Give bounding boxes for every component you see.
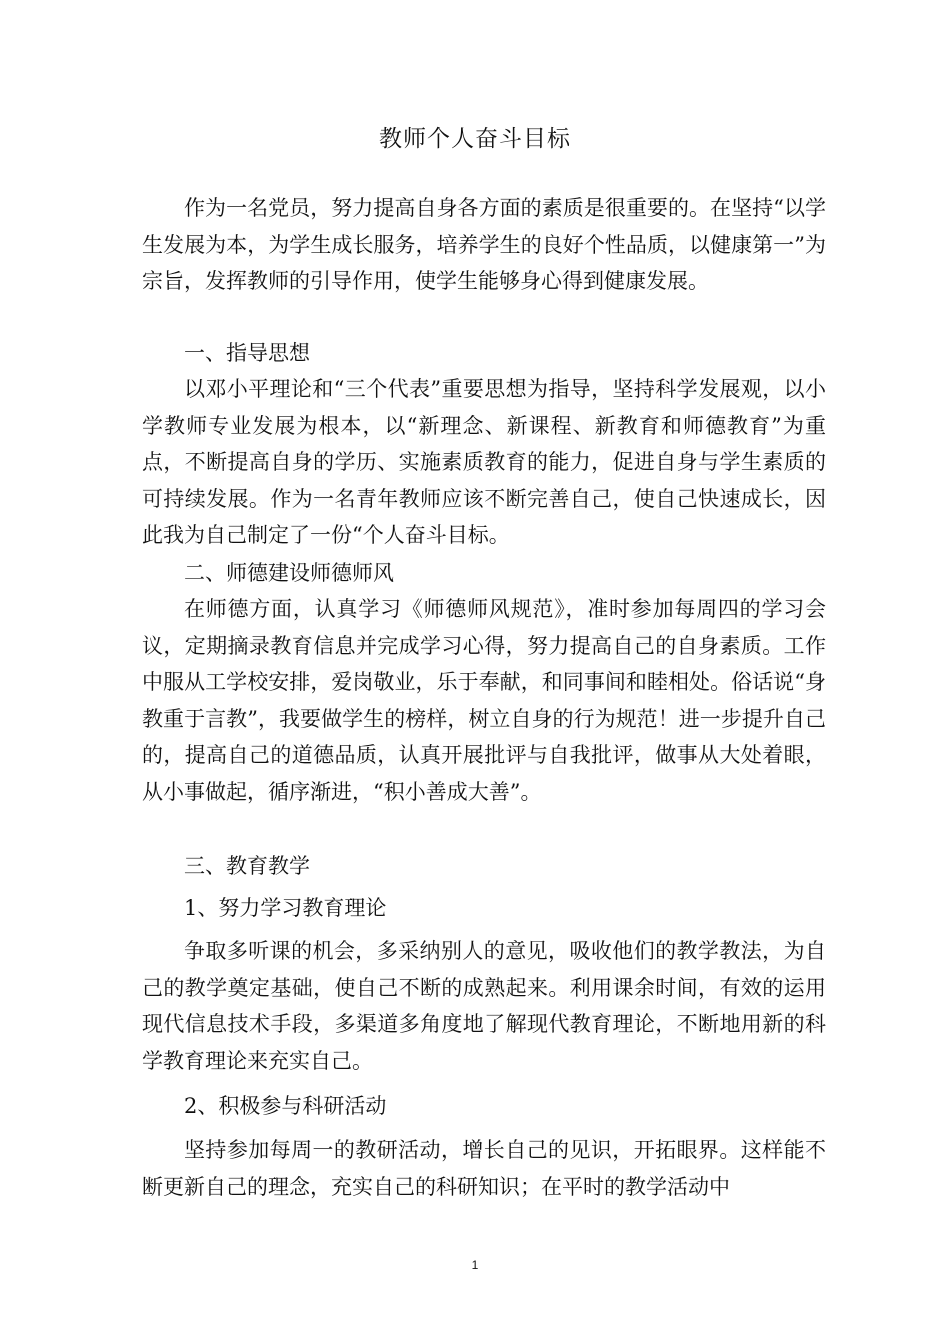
subsection-body-research: 坚持参加每周一的教研活动，增长自己的见识，开拓眼界。这样能不断更新自己的理念，充实自己的科研知识；在平时的教学活动中	[142, 1138, 826, 1199]
section-body-guiding-ideology: 以邓小平理论和“三个代表”重要思想为指导，坚持科学发展观，以小学教师专业发展为根本，以“新理念、新课程、新教育和师德教育”为重点，不断提高自身的学历、实施素质教育的能力，促进自身与学生素质的可持续发展。作为一名青年教师应该不断完善自己，使自己快速成长，因此我为自己制定了一份“个人奋斗目标。	[142, 377, 826, 547]
page-number: 1	[471, 1258, 479, 1272]
document-title: 教师个人奋斗目标	[379, 126, 571, 152]
subsection-heading-research: 2、积极参与科研活动	[184, 1094, 387, 1118]
subsection-body-learn-theory: 争取多听课的机会，多采纳别人的意见，吸收他们的教学教法，为自己的教学奠定基础，使自己不断的成熟起来。利用课余时间，有效的运用现代信息技术手段，多渠道多角度地了解现代教育理论，不断地用新的科学教育理论来充实自己。	[142, 939, 826, 1073]
intro-paragraph: 作为一名党员，努力提高自身各方面的素质是很重要的。在坚持“以学生发展为本，为学生成长服务，培养学生的良好个性品质，以健康第一”为宗旨，发挥教师的引导作用，使学生能够身心得到健康发展。	[142, 196, 826, 293]
subsection-heading-learn-theory: 1、努力学习教育理论	[184, 896, 387, 920]
section-heading-guiding-ideology: 一、指导思想	[184, 341, 310, 365]
section-body-teacher-ethics: 在师德方面，认真学习《师德师风规范》，准时参加每周四的学习会议，定期摘录教育信息并完成学习心得，努力提高自己的自身素质。工作中服从工学校安排，爱岗敬业，乐于奉献，和同事间和睦相处。俗话说“身教重于言教”，我要做学生的榜样，树立自身的行为规范！进一步提升自己的，提高自己的道德品质，认真开展批评与自我批评，做事从大处着眼，从小事做起，循序渐进，“积小善成大善”。	[142, 597, 826, 804]
section-heading-education-teaching: 三、教育教学	[184, 854, 310, 878]
section-heading-teacher-ethics: 二、师德建设师德师风	[184, 561, 394, 585]
